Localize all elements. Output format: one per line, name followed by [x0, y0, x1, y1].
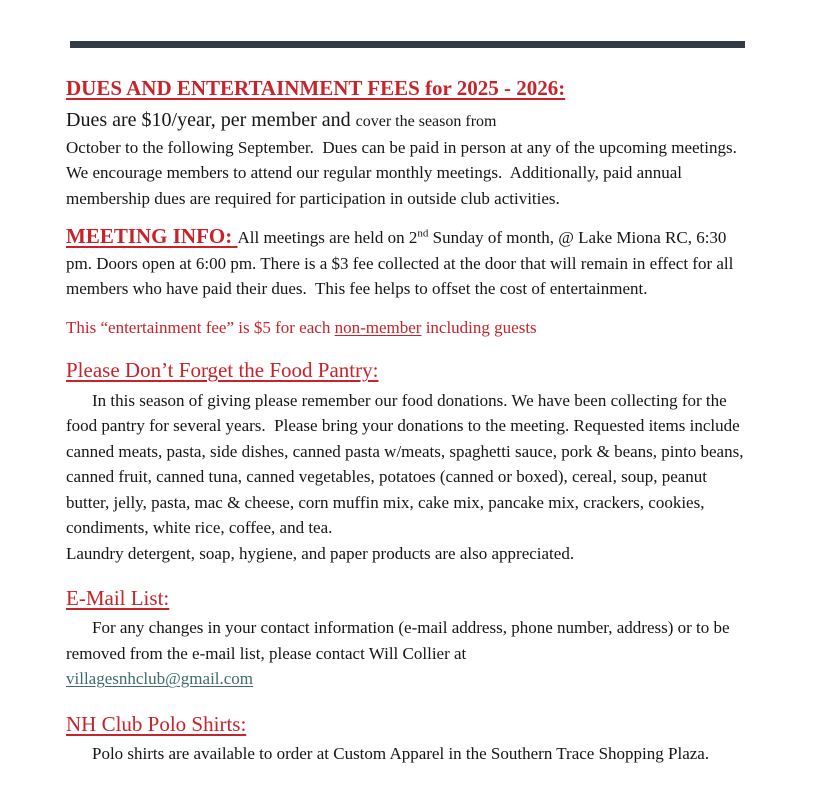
polo-shirts-heading: NH Club Polo Shirts:	[66, 711, 247, 736]
document-content	[0, 48, 816, 767]
non-member-underlined: non-member	[334, 317, 422, 337]
email-link[interactable]: villagesnhclub@gmail.com	[66, 669, 254, 689]
dues-heading: DUES AND ENTERTAINMENT FEES for 2025 - 2026:	[66, 76, 566, 100]
email-list-text: For any changes in your contact information (e-mail address, phone number, address) or to be removed from the e-mail list, please contact Will Collier at	[66, 618, 734, 663]
email-list-paragraph	[66, 615, 748, 692]
polo-shirts-text: Polo shirts are available to order at Custom Apparel in the Southern Trace Shopping Plaza.	[92, 744, 710, 763]
meeting-paragraph	[66, 224, 748, 302]
dues-body-text: October to the following September. Dues can be paid in person at any of the upcoming meetings. We encourage members to attend our regular monthly meetings. Additionally, paid annual membership dues are required for participation in outside club activities.	[66, 137, 741, 208]
fee-note-tail: including guests	[421, 317, 537, 337]
email-list-heading: E-Mail List:	[66, 586, 170, 610]
food-pantry-laundry-line: Laundry detergent, soap, hygiene, and paper products are also appreciated.	[66, 543, 575, 563]
dues-paragraph	[66, 108, 748, 211]
entertainment-fee-note	[66, 315, 748, 341]
fee-note-text: This “entertainment fee” is $5 for each	[66, 317, 335, 337]
meeting-text-before-ordinal: All meetings are held on 2	[237, 228, 418, 248]
meeting-heading: MEETING INFO:	[66, 224, 238, 249]
meeting-text-after-ordinal: Sunday of month, @ Lake Miona RC, 6:30 pm. Doors open at 6:00 pm. There is a $3 fee collected at the door that will remain in effect for all members who have paid their dues. This fee helps to offset the cost of entertainment.	[66, 228, 738, 299]
food-pantry-heading: Please Don’t Forget the Food Pantry:	[66, 358, 379, 383]
food-pantry-text: In this season of giving please remember our food donations. We have been collecting for the food pantry for several years. Please bring your donations to the meeting. Requested items include canned meats, pasta, side dishes, canned pasta w/meats, spaghetti sauce, pork & beans, pinto beans, canned fruit, canned tuna, canned vegetables, potatoes (canned or boxed), cereal, soup, peanut butter, jelly, pasta, mac & cheese, corn muffin mix, cake mix, pancake mix, crackers, cookies, condiments, white rice, coffee, and tea.	[66, 390, 748, 537]
ordinal-suffix: nd	[417, 227, 429, 240]
dues-intro-large: Dues are $10/year, per member and	[66, 109, 356, 132]
dues-intro-small: cover the season from	[355, 113, 497, 131]
polo-shirts-paragraph	[66, 741, 748, 767]
food-pantry-paragraph	[66, 388, 748, 567]
top-divider	[70, 41, 745, 48]
